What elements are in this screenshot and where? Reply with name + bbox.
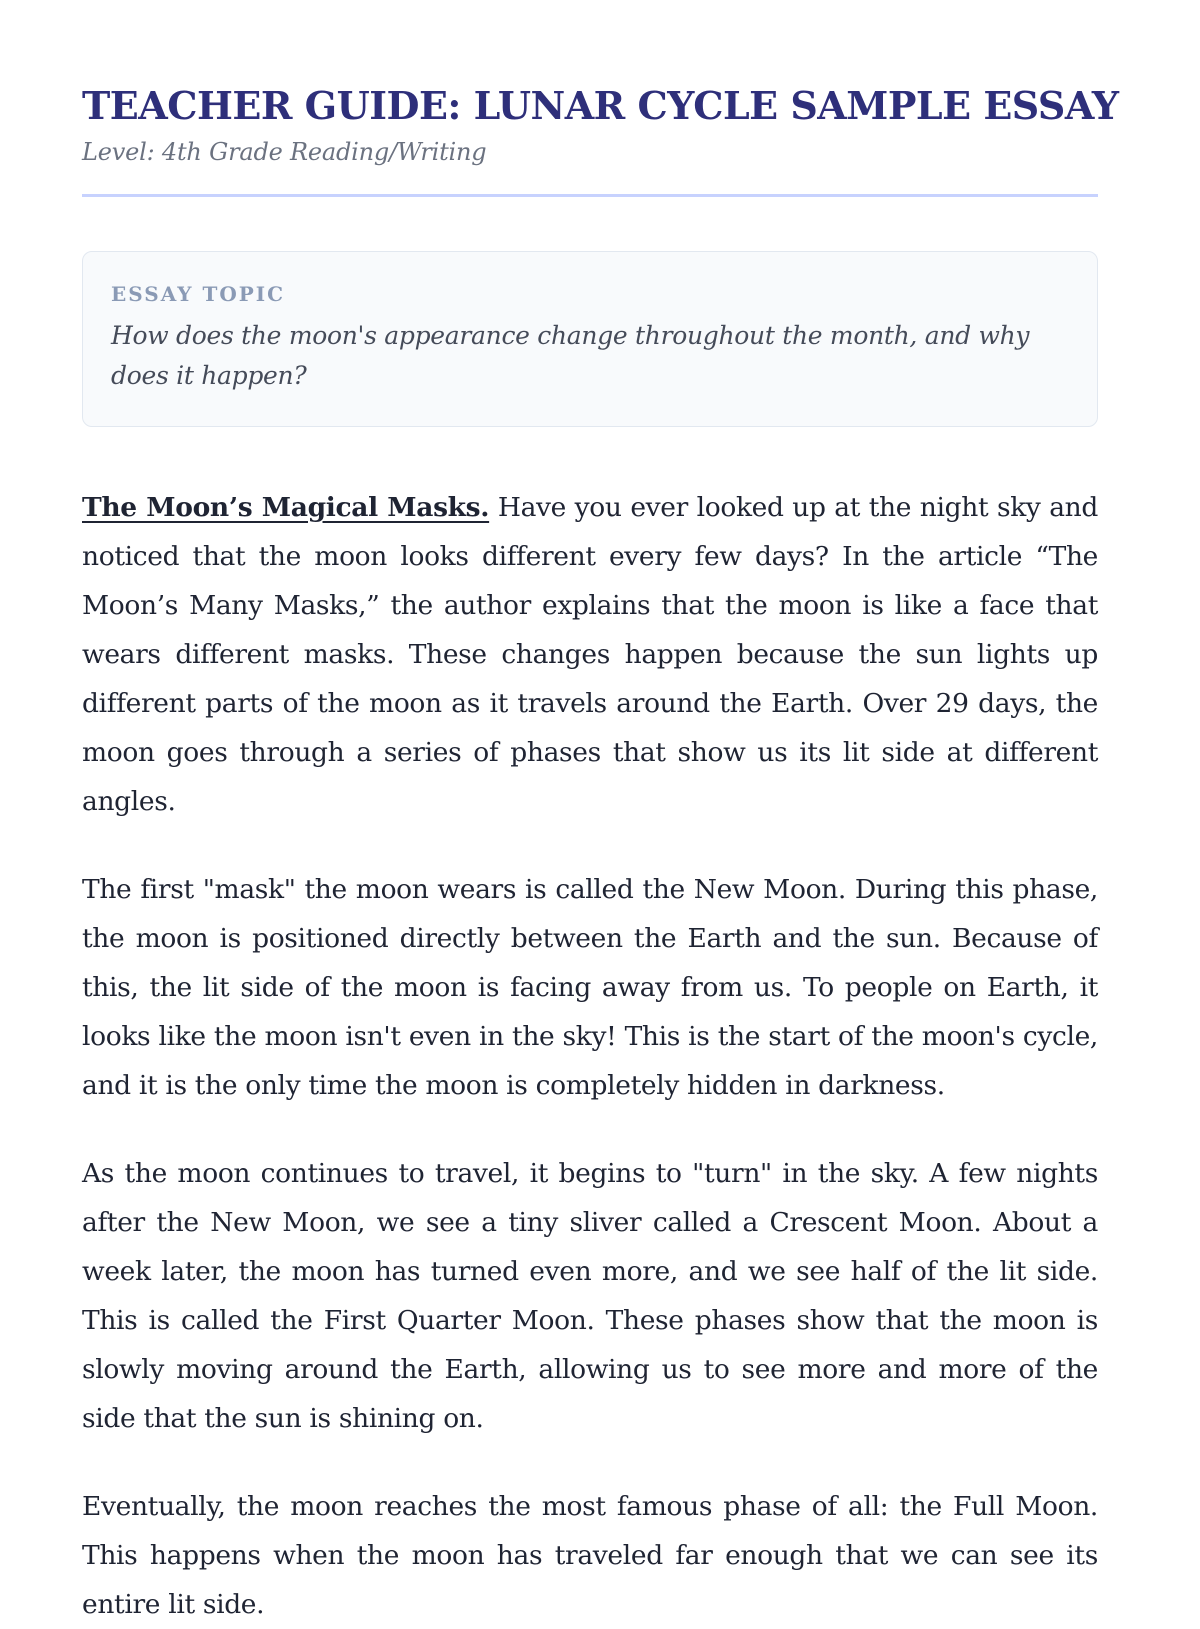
essay-paragraph-2: The first "mask" the moon wears is called the New Moon. During this phase, the moon is positioned directly between the Earth and the sun. Because of this, the lit side of the moon is facing away from us. To people on Earth, it looks like the moon isn't even in the sky! This is the start of the moon's cycle, and it is the only time the moon is completely hidden in darkness.	[82, 873, 1098, 1101]
page-title: TEACHER GUIDE: LUNAR CYCLE SAMPLE ESSAY	[82, 83, 1119, 128]
essay-paragraph-1	[82, 483, 1098, 826]
grade-level: Level: 4th Grade Reading/Writing	[82, 137, 487, 166]
essay-topic-label: ESSAY TOPIC	[111, 281, 286, 306]
essay-paragraph-4: Eventually, the moon reaches the most famous phase of all: the Full Moon. This happens when the moon has traveled far enough that we can see its entire lit side.	[82, 1490, 1098, 1620]
essay-paragraph-3: As the moon continues to travel, it begins to "turn" in the sky. A few nights after the New Moon, we see a tiny sliver called a Crescent Moon. About a week later, the moon has turned even more, and we see half of the lit side. This is called the First Quarter Moon. These phases show that the moon is slowly moving around the Earth, allowing us to see more and more of the side that the sun is shining on.	[82, 1157, 1098, 1434]
essay-paragraph-1-text: Have you ever looked up at the night sky and noticed that the moon looks different every few days? In the article “The Moon’s Many Masks,” the author explains that the moon is like a face that wears different masks. These changes happen because the sun lights up different parts of the moon as it travels around the Earth. Over 29 days, the moon goes through a series of phases that show us its lit side at different angles.	[82, 491, 1098, 817]
essay-topic-question: How does the moon's appearance change throughout the month, and why does it happen?	[111, 320, 1030, 390]
essay-body	[82, 483, 1098, 1629]
essay-title: The Moon’s Magical Masks.	[82, 491, 490, 523]
document-header	[82, 0, 1119, 197]
essay-topic-box	[82, 251, 1098, 427]
